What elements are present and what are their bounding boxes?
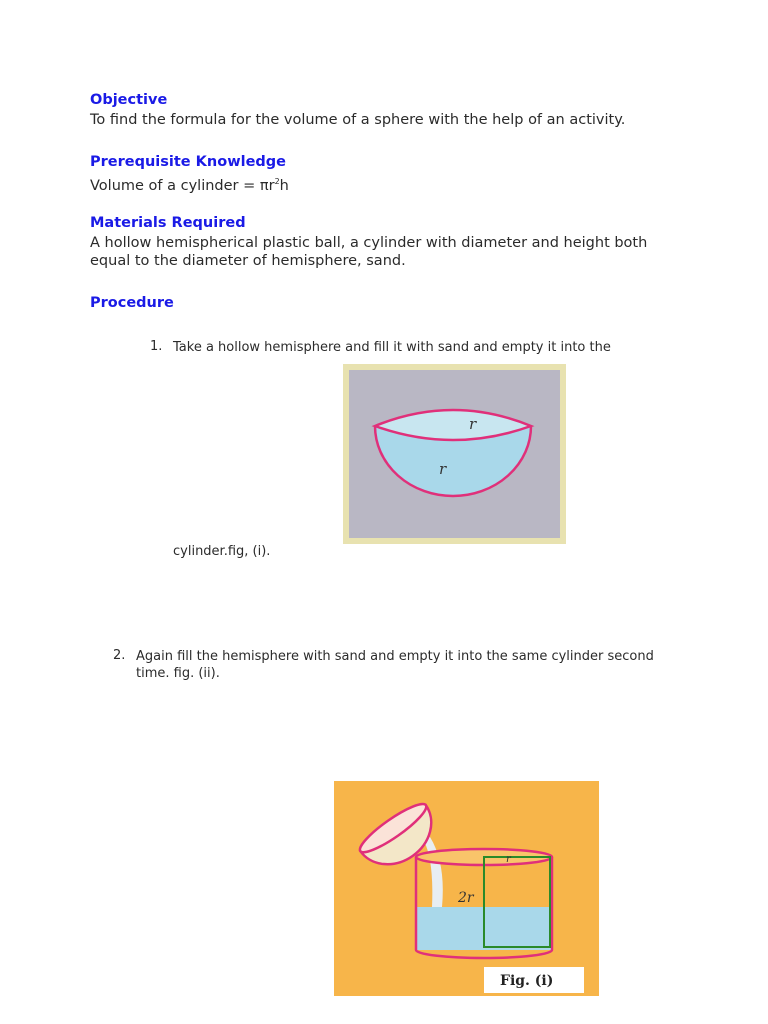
objective-text: To find the formula for the volume of a sphere with the help of an activity. — [90, 112, 626, 128]
figure-2-label-radius: r — [506, 854, 511, 865]
figure-2-label-height: 2r — [458, 890, 474, 906]
step-1-number: 1. — [150, 339, 163, 354]
step-2-text: Again fill the hemisphere with sand and empty it into the same cylinder second time. fig. (ii). — [136, 649, 654, 681]
figure-1-label-radius: r — [439, 460, 447, 478]
step-1-text-continued: cylinder.fig, (i). — [173, 544, 271, 559]
step-1-text: Take a hollow hemisphere and fill it with sand and empty it into the — [173, 340, 611, 355]
objective-heading: Objective — [90, 92, 168, 108]
prerequisite-text-main: Volume of a cylinder = πr — [90, 177, 275, 194]
step-2-number: 2. — [113, 648, 126, 663]
figure-1-label-radius-top: r — [469, 415, 477, 433]
prerequisite-heading: Prerequisite Knowledge — [90, 154, 286, 170]
figure-2-caption: Fig. (i) — [500, 973, 554, 989]
figure-hemisphere — [343, 364, 566, 544]
procedure-heading: Procedure — [90, 295, 174, 311]
prerequisite-text — [90, 173, 690, 195]
prerequisite-text-exponent: 2 — [274, 177, 280, 186]
materials-text: A hollow hemispherical plastic ball, a cylinder with diameter and height both equal to the diameter of hemisphere, sand. — [90, 235, 648, 269]
figure-2-background — [334, 781, 599, 996]
prerequisite-text-end: h — [279, 177, 289, 194]
figure-cylinder — [334, 781, 599, 996]
materials-heading: Materials Required — [90, 215, 246, 231]
